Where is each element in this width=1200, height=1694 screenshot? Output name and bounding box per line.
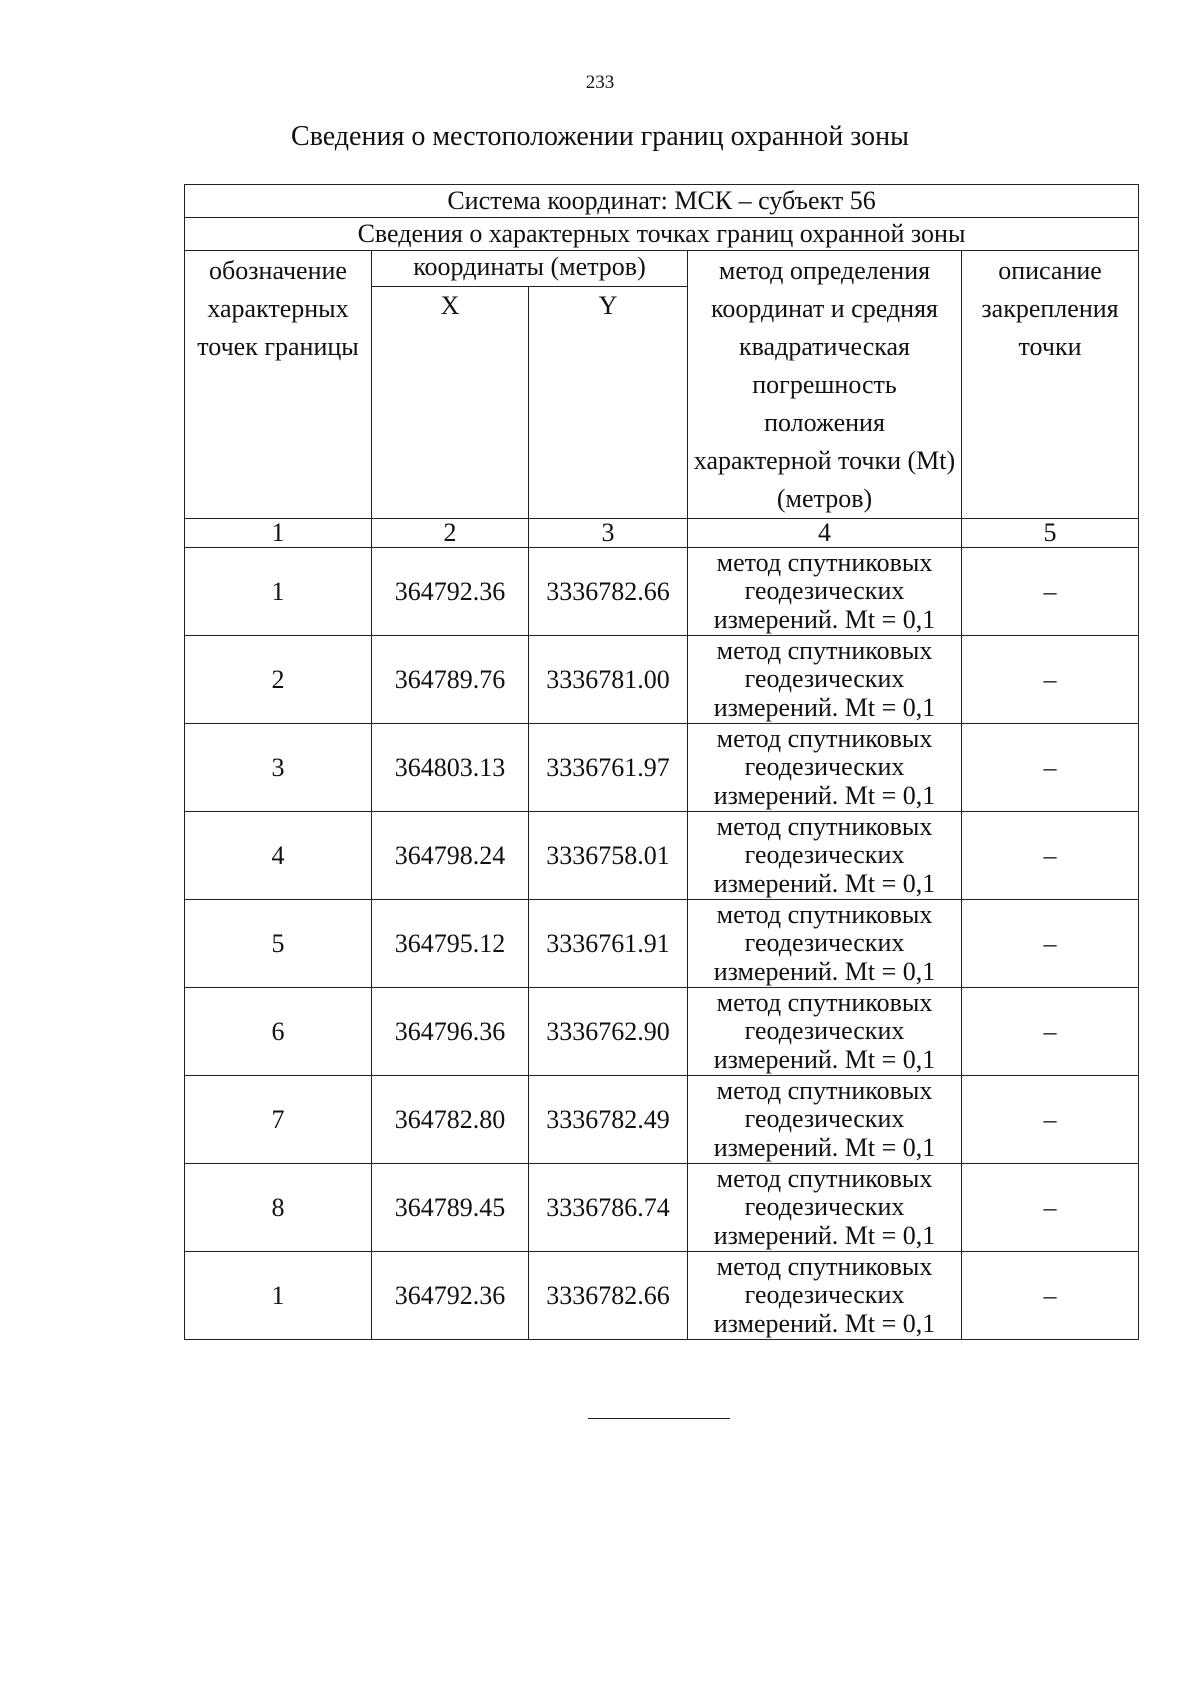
method-line: измерений. Mt = 0,1 (713, 1220, 936, 1250)
point-number-cell: 1 (185, 1252, 372, 1340)
method-line: метод спутниковых (716, 1075, 933, 1105)
method-line: геодезических (744, 1104, 905, 1134)
table-row (185, 1252, 1139, 1340)
table-row (185, 812, 1139, 900)
method-line: метод спутниковых (716, 987, 933, 1017)
method-cell (688, 812, 962, 900)
method-cell (688, 724, 962, 812)
description-cell: – (962, 1076, 1139, 1164)
section-title-cell: Сведения о характерных точках границ охранной зоны (185, 218, 1139, 251)
column-number-row (185, 519, 1139, 548)
method-line: метод спутниковых (716, 899, 933, 929)
description-cell: – (962, 1164, 1139, 1252)
method-line: геодезических (744, 664, 905, 694)
method-line: геодезических (744, 928, 905, 958)
point-number-cell: 2 (185, 636, 372, 724)
x-coordinate-cell: 364795.12 (372, 900, 529, 988)
table-row (185, 1164, 1139, 1252)
method-line: измерений. Mt = 0,1 (713, 956, 936, 986)
x-coordinate-cell: 364789.76 (372, 636, 529, 724)
method-line: измерений. Mt = 0,1 (713, 692, 936, 722)
point-number-cell: 4 (185, 812, 372, 900)
header-x: X (372, 287, 529, 519)
method-line: метод спутниковых (716, 723, 933, 753)
method-line: метод спутниковых (716, 811, 933, 841)
description-cell: – (962, 900, 1139, 988)
method-line: геодезических (744, 1280, 905, 1310)
table-row (185, 900, 1139, 988)
header-method: метод определения координат и средняя квадратическая погрешность положения характерной точки (Mt) (метров) (688, 251, 962, 519)
page-number: 233 (585, 72, 615, 93)
y-coordinate-cell: 3336782.66 (529, 1252, 688, 1340)
point-number-cell: 6 (185, 988, 372, 1076)
y-coordinate-cell: 3336781.00 (529, 636, 688, 724)
method-line: измерений. Mt = 0,1 (713, 1132, 936, 1162)
description-cell: – (962, 636, 1139, 724)
end-divider (588, 1418, 730, 1419)
table-row (185, 636, 1139, 724)
method-cell (688, 988, 962, 1076)
point-number-cell: 1 (185, 548, 372, 636)
method-line: геодезических (744, 576, 905, 606)
y-coordinate-cell: 3336786.74 (529, 1164, 688, 1252)
header-coordinates: координаты (метров) (372, 251, 688, 287)
method-cell (688, 1252, 962, 1340)
table-row (185, 1076, 1139, 1164)
coord-system-row (185, 185, 1139, 218)
x-coordinate-cell: 364796.36 (372, 988, 529, 1076)
x-coordinate-cell: 364792.36 (372, 1252, 529, 1340)
x-coordinate-cell: 364789.45 (372, 1164, 529, 1252)
description-cell: – (962, 548, 1139, 636)
method-cell (688, 900, 962, 988)
x-coordinate-cell: 364792.36 (372, 548, 529, 636)
method-line: геодезических (744, 840, 905, 870)
method-cell (688, 1076, 962, 1164)
method-line: геодезических (744, 1192, 905, 1222)
method-line: измерений. Mt = 0,1 (713, 604, 936, 634)
method-line: геодезических (744, 752, 905, 782)
method-line: измерений. Mt = 0,1 (713, 1308, 936, 1338)
point-number-cell: 5 (185, 900, 372, 988)
method-line: измерений. Mt = 0,1 (713, 868, 936, 898)
table-row (185, 548, 1139, 636)
y-coordinate-cell: 3336782.49 (529, 1076, 688, 1164)
method-line: метод спутниковых (716, 1163, 933, 1193)
y-coordinate-cell: 3336782.66 (529, 548, 688, 636)
method-line: метод спутниковых (716, 1251, 933, 1281)
x-coordinate-cell: 364803.13 (372, 724, 529, 812)
y-coordinate-cell: 3336761.97 (529, 724, 688, 812)
y-coordinate-cell: 3336758.01 (529, 812, 688, 900)
method-line: геодезических (744, 1016, 905, 1046)
point-number-cell: 3 (185, 724, 372, 812)
column-header-row (185, 251, 1139, 287)
description-cell: – (962, 988, 1139, 1076)
column-number: 1 (185, 519, 372, 548)
description-cell: – (962, 812, 1139, 900)
column-number: 3 (529, 519, 688, 548)
point-number-cell: 8 (185, 1164, 372, 1252)
table-row (185, 988, 1139, 1076)
boundary-points-table (184, 184, 1139, 1340)
y-coordinate-cell: 3336761.91 (529, 900, 688, 988)
x-coordinate-cell: 364798.24 (372, 812, 529, 900)
method-line: измерений. Mt = 0,1 (713, 1044, 936, 1074)
header-description: описание закрепления точки (962, 251, 1139, 519)
x-coordinate-cell: 364782.80 (372, 1076, 529, 1164)
method-cell (688, 1164, 962, 1252)
y-coordinate-cell: 3336762.90 (529, 988, 688, 1076)
description-cell: – (962, 724, 1139, 812)
table-row (185, 724, 1139, 812)
page-title: Сведения о местоположении границ охранной зоны (291, 121, 909, 152)
point-number-cell: 7 (185, 1076, 372, 1164)
coord-system-cell: Система координат: МСК – субъект 56 (185, 185, 1139, 218)
description-cell: – (962, 1252, 1139, 1340)
column-number: 2 (372, 519, 529, 548)
method-line: измерений. Mt = 0,1 (713, 780, 936, 810)
section-title-row (185, 218, 1139, 251)
method-cell (688, 636, 962, 724)
method-line: метод спутниковых (716, 635, 933, 665)
header-point-designation: обозначение характерных точек границы (185, 251, 372, 519)
header-y: Y (529, 287, 688, 519)
column-number: 4 (688, 519, 962, 548)
column-number: 5 (962, 519, 1139, 548)
method-line: метод спутниковых (716, 547, 933, 577)
method-cell (688, 548, 962, 636)
